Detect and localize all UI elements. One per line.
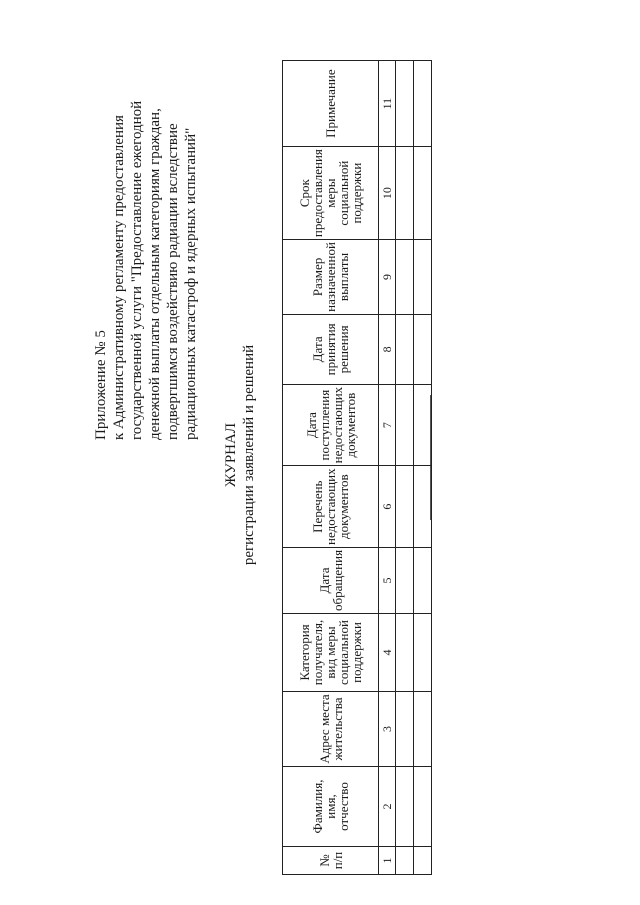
table-cell <box>396 384 414 466</box>
column-number-row <box>379 61 396 875</box>
table-cell <box>414 240 432 315</box>
column-header: Категория получателя, вид меры социальной поддержки <box>283 614 379 692</box>
annex-line: к Административному регламенту предоставления <box>111 115 127 440</box>
column-header: Перечень недостающих документов <box>283 466 379 548</box>
column-number: 3 <box>379 692 396 767</box>
table-cell <box>396 692 414 767</box>
column-header: Примечание <box>283 61 379 147</box>
table-cell <box>414 61 432 147</box>
column-header: № п/п <box>283 847 379 875</box>
annex-line: подвергшимся воздействию радиации вследствие <box>165 123 181 440</box>
table-cell <box>414 767 432 847</box>
column-number: 6 <box>379 466 396 548</box>
table-cell <box>414 466 432 548</box>
column-number: 7 <box>379 384 396 466</box>
table-cell <box>414 384 432 466</box>
table-row <box>414 61 432 875</box>
table-cell <box>414 314 432 384</box>
column-number: 9 <box>379 240 396 315</box>
annex-line: радиационных катастроф и ядерных испытаний" <box>183 127 199 440</box>
column-header: Дата поступления недостающих документов <box>283 384 379 466</box>
column-number: 1 <box>379 847 396 875</box>
column-number: 2 <box>379 767 396 847</box>
column-number: 11 <box>379 61 396 147</box>
column-header: Фамилия, имя, отчество <box>283 767 379 847</box>
column-number: 5 <box>379 547 396 613</box>
journal-title: ЖУРНАЛ <box>223 422 239 488</box>
table-cell <box>414 147 432 240</box>
column-number: 10 <box>379 147 396 240</box>
column-header: Дата обращения <box>283 547 379 613</box>
table-cell <box>396 847 414 875</box>
table-row <box>396 61 414 875</box>
column-number: 4 <box>379 614 396 692</box>
annex-line: денежной выплаты отдельным категориям граждан, <box>147 108 163 440</box>
annex-line: Приложение № 5 <box>93 330 109 440</box>
column-number: 8 <box>379 314 396 384</box>
column-header: Срок предоставления меры социальной поддержки <box>283 147 379 240</box>
table-cell <box>396 147 414 240</box>
table-cell <box>396 547 414 613</box>
table-cell <box>414 614 432 692</box>
registration-table <box>282 60 432 875</box>
annex-header <box>92 20 200 440</box>
table-cell <box>414 692 432 767</box>
table-cell <box>396 61 414 147</box>
table-cell <box>396 314 414 384</box>
annex-line: государственной услуги "Предоставление ежегодной <box>129 100 145 440</box>
table-cell <box>396 466 414 548</box>
column-header: Дата принятия решения <box>283 314 379 384</box>
table-cell <box>414 547 432 613</box>
table-cell <box>396 614 414 692</box>
table-cell <box>396 767 414 847</box>
column-header: Адрес места жительства <box>283 692 379 767</box>
table-header-row <box>283 61 379 875</box>
journal-subtitle: регистрации заявлений и решений <box>241 344 257 566</box>
column-header: Размер назначенной выплаты <box>283 240 379 315</box>
table-cell <box>414 847 432 875</box>
table-cell <box>396 240 414 315</box>
